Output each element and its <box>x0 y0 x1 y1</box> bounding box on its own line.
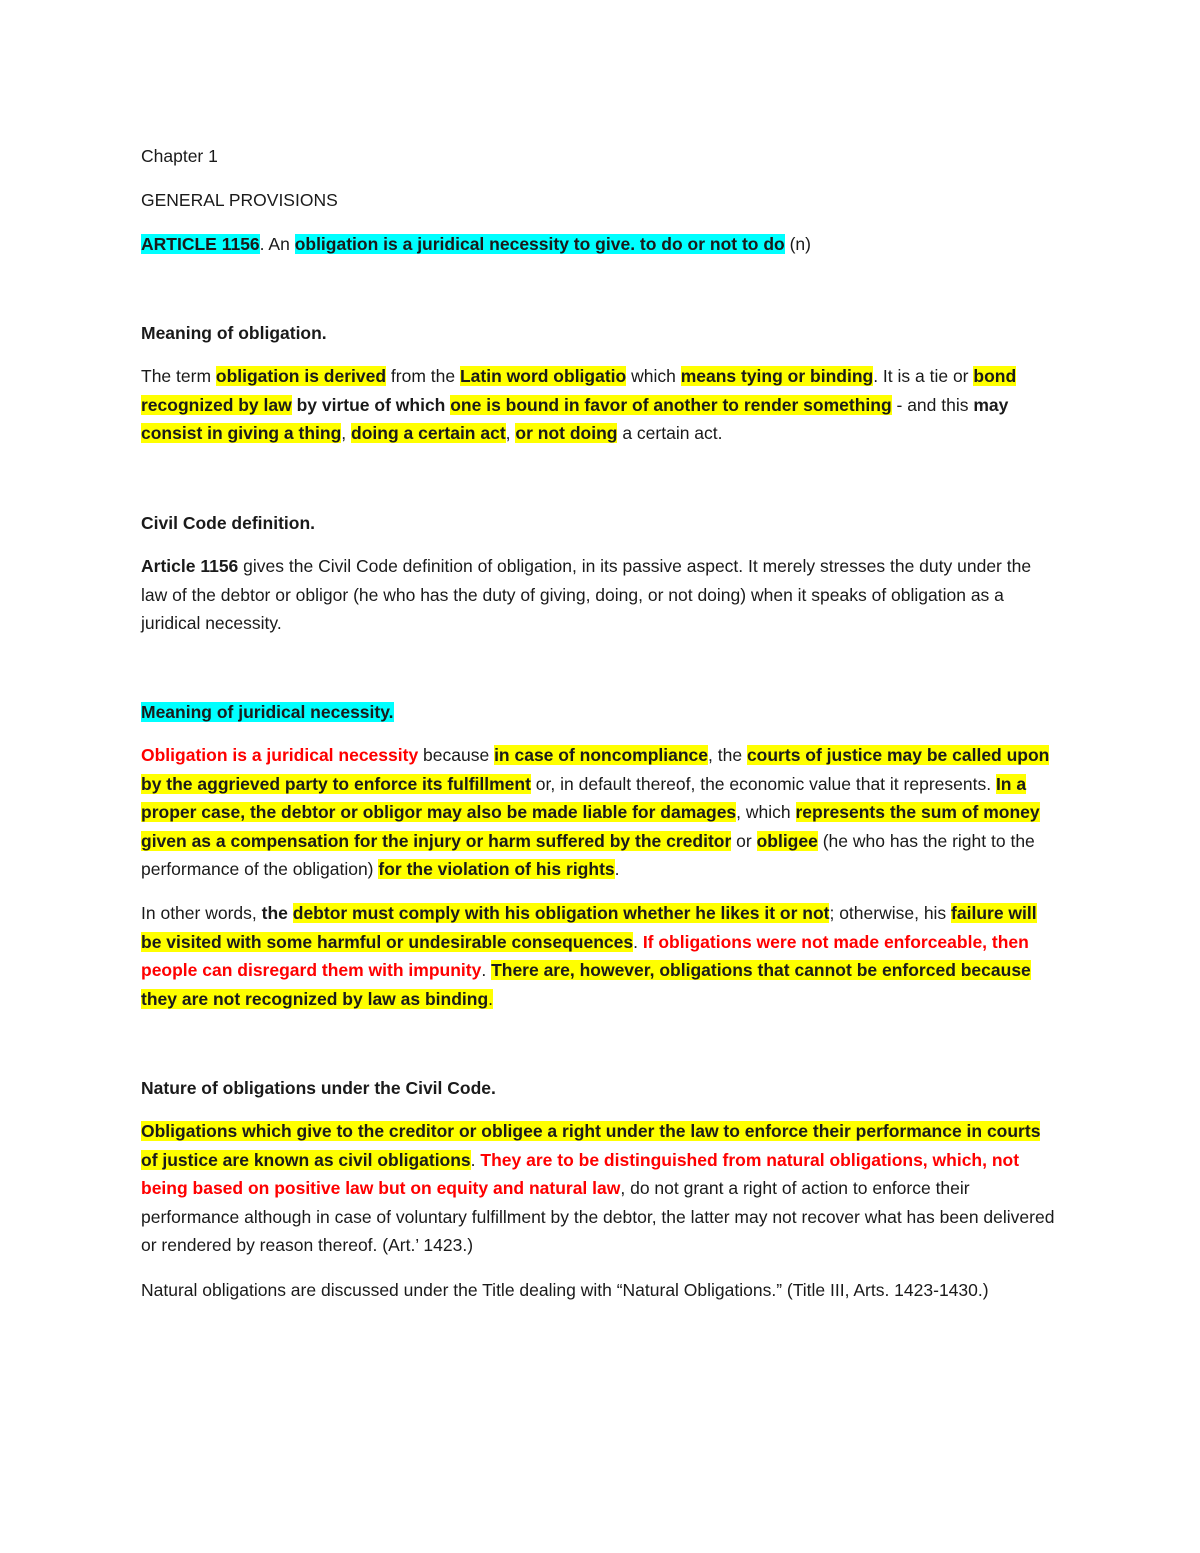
text-run: (he who has the right to the performance of the obligation) <box>141 830 1035 879</box>
heading-juridical-necessity <box>141 698 1061 727</box>
heading-meaning-of-obligation <box>141 319 1061 348</box>
highlight: Latin word obligatio <box>459 366 627 386</box>
bold-text: may <box>973 394 1009 415</box>
highlight: means tying or binding <box>680 366 874 386</box>
article-1156 <box>141 230 1061 259</box>
text-run: a certain act. <box>617 423 723 443</box>
text-run: - and this <box>891 394 974 415</box>
highlight: bond recognized by law <box>141 366 1017 415</box>
text-run: In other words, <box>141 903 262 923</box>
highlight: courts of justice may be called upon by the aggrieved party to enforce its fulfillment <box>141 745 1050 794</box>
text-run: . An <box>259 234 295 254</box>
text-run: . <box>633 931 643 952</box>
heading-text: Meaning of juridical necessity. <box>141 702 394 722</box>
text-run: (n) <box>784 234 811 254</box>
text-run: , which <box>736 802 796 822</box>
text-run: The term <box>141 366 216 386</box>
bold-text: the <box>261 903 288 923</box>
text-run: , <box>505 423 516 443</box>
paragraph-meaning <box>141 362 1061 448</box>
highlight: debtor must comply with his obligation whether he likes it or not <box>292 903 830 923</box>
bold-text: by virtue of which <box>291 394 451 415</box>
text-run: which <box>626 366 681 386</box>
text-run: gives the Civil Code definition of obligation, in its passive aspect. It merely stresses the duty under the law of the debtor or obligor (he who has the duty of giving, doing, or not doing) when it speaks of obligation as a juridical necessity. <box>141 556 1032 633</box>
text-run: . <box>614 859 620 879</box>
red-text: Obligation is a juridical necessity <box>141 745 419 765</box>
article-label: ARTICLE 1156 <box>141 234 260 254</box>
paragraph-other-words <box>141 899 1061 1013</box>
highlight: or not doing <box>515 423 618 443</box>
heading-text: Meaning of obligation. <box>141 323 327 343</box>
highlight: failure will be visited with some harmful or undesirable consequences <box>141 903 1037 952</box>
paragraph-natural-obligations <box>141 1276 1061 1305</box>
red-text: If obligations were not made enforceable, then people can disregard them with impunity <box>141 931 1029 980</box>
highlight: in case of noncompliance <box>494 745 709 765</box>
red-text: They are to be distinguished from natural obligations, which, not being based on positive law but on equity and natural law <box>141 1149 1020 1198</box>
text-run: , do not grant a right of action to enforce their performance although in case of voluntary fulfillment by the debtor, the latter may not recover what has been delivered or rendered by reason thereof. (Art.’ 1423.) <box>141 1178 1055 1255</box>
highlight: doing a certain act <box>351 423 506 443</box>
highlight: represents the sum of money given as a compensation for the injury or harm suffered by the creditor <box>141 802 1040 851</box>
text-run: . <box>481 960 492 980</box>
text-run: because <box>418 745 495 765</box>
text-run: ; otherwise, his <box>829 903 952 923</box>
text-run: , the <box>708 745 747 765</box>
chapter-text: Chapter 1 <box>141 146 218 166</box>
heading-text: Civil Code definition. <box>141 513 316 533</box>
paragraph-civil-code <box>141 552 1061 638</box>
text-run: . It is a tie or <box>873 366 974 386</box>
article-definition: obligation is a juridical necessity to give. to do or not to do <box>294 234 785 254</box>
paragraph-nature <box>141 1117 1061 1260</box>
section-title-text: GENERAL PROVISIONS <box>141 190 338 210</box>
highlight: obligation is derived <box>215 366 387 386</box>
highlight: one is bound in favor of another to render something <box>450 394 892 415</box>
text-run: from the <box>386 366 460 386</box>
highlight: consist in giving a thing <box>141 423 342 443</box>
highlight: In a proper case, the debtor or obligor may also be made liable for damages <box>141 773 1027 822</box>
highlight: There are, however, obligations that cannot be enforced because they are not recognized by law as binding <box>141 960 1031 1009</box>
text-run: . <box>470 1149 481 1170</box>
highlight: for the violation of his rights <box>378 859 615 879</box>
chapter-label <box>141 142 1061 171</box>
heading-civil-code-definition <box>141 509 1061 538</box>
highlight: Obligations which give to the creditor or obligee a right under the law to enforce their performance in courts of justice are known as civil obligations <box>141 1121 1041 1170</box>
highlight: . <box>488 988 494 1009</box>
heading-text: Nature of obligations under the Civil Code. <box>141 1078 496 1098</box>
highlight: obligee <box>756 830 818 851</box>
text-run: Natural obligations are discussed under the Title dealing with “Natural Obligations.” (Title III, Arts. 1423-1430.) <box>141 1280 989 1300</box>
bold-text: Article 1156 <box>141 556 239 576</box>
paragraph-juridical-necessity <box>141 741 1061 884</box>
text-run: , <box>341 423 352 443</box>
text-run: or, in default thereof, the economic value that it represents. <box>530 773 996 794</box>
heading-nature-of-obligations <box>141 1074 1061 1103</box>
section-title <box>141 186 1061 215</box>
text-run: or <box>731 830 757 851</box>
